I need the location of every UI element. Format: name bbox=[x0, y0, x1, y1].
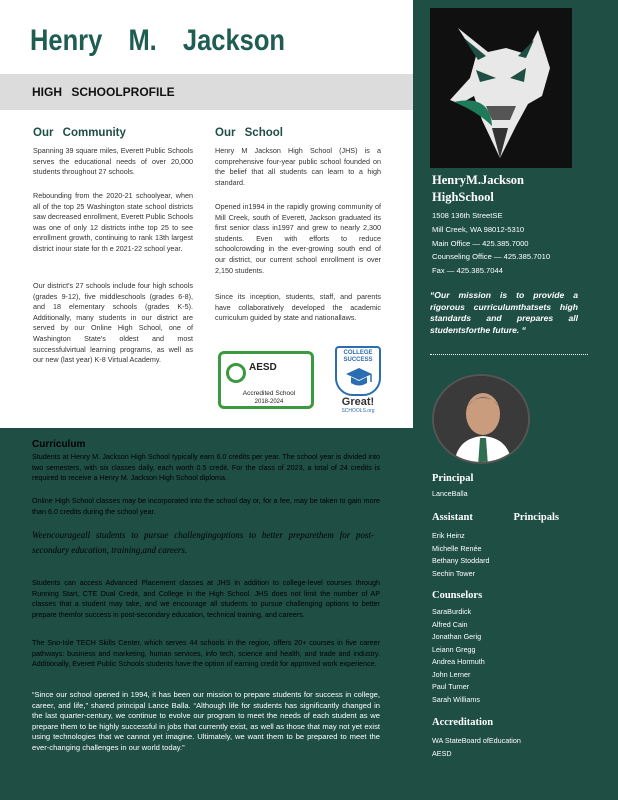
middle-initial: M. bbox=[128, 24, 157, 57]
list-item: John Lerner bbox=[432, 669, 471, 679]
principal-name: LanceBalla bbox=[432, 489, 468, 498]
principal-quote: “Since our school opened in 1994, it has been our mission to prepare students for success in college, career, and life,” shared principal Lance Balla. “Although life for students has significantly changed in the last quarter-century, we continue to evolve our program to meet the needs of each student as we prepare them to be highly successful in jobs that currently exist, as well as those that may not yet exist using technologies that we cannot yet imagine. Ultimately, we want them to be prepared to meet the ever-changing challenges in our world today.” bbox=[32, 690, 380, 752]
curriculum-paragraph-1: Students at Henry M. Jackson High School typically earn 6.0 credits per year. The school year is divided into two semesters, with six classes daily, each worth 0.5 credit. For the class of 2023, a total of 24 credits is required to receive a Henry M. Jackson High School diploma. bbox=[32, 452, 380, 483]
aesd-title: AESD bbox=[249, 362, 277, 373]
curriculum-paragraph-4: The Sno-Isle TECH Skills Center, which serves 44 schools in the region, offers 20+ courses in five career pathways: business and marketing, human services, info tech, science and health, and trade and industry. Additionally, Everett Public Schools students have the option of earning credit for approved work experience. bbox=[32, 638, 380, 669]
list-item: Andrea Hormuth bbox=[432, 657, 485, 666]
assistant-principals-list bbox=[432, 530, 490, 580]
school-heading: Our School bbox=[215, 127, 283, 139]
dotted-divider bbox=[430, 354, 588, 355]
list-item: Alfred Cain bbox=[432, 619, 468, 629]
list-item: Michelle Renée bbox=[432, 543, 482, 553]
address-line-2: Mill Creek, WA 98012-5310 bbox=[432, 224, 525, 234]
fax-number: Fax — 425.385.7044 bbox=[432, 266, 503, 276]
page-subtitle: HIGH SCHOOLPROFILE bbox=[32, 85, 175, 99]
aesd-accreditation-badge bbox=[218, 351, 314, 409]
wolf-logo-icon bbox=[430, 8, 572, 168]
curriculum-paragraph-2: Online High School classes may be incorporated into the school day or, for a fee, may be taken to gain more than 6.0 credits during the school year. bbox=[32, 496, 380, 516]
curriculum-heading: Curriculum bbox=[32, 439, 86, 450]
title-band bbox=[0, 74, 413, 110]
community-paragraph-1: Spanning 39 square miles, Everett Public Schools serves the educational needs of over 20,000 students throughout 27 schools. bbox=[33, 146, 193, 177]
list-item: SaraBurdick bbox=[432, 607, 472, 616]
principal-photo bbox=[432, 374, 530, 464]
graduation-cap-icon bbox=[345, 366, 373, 390]
school-title: HenryM.Jackson HighSchool bbox=[432, 173, 525, 204]
list-item: Paul Turner bbox=[432, 682, 470, 691]
last-name: Jackson bbox=[182, 24, 285, 57]
counseling-phone: Counseling Office — 425.385.7010 bbox=[432, 252, 551, 262]
curriculum-paragraph-3: Students can access Advanced Placement classes at JHS in addition to college-level courses through Running Start, CTE Dual Credit, and College in the High School. JHS does not limit the number of AP classes that a student may take, and we encourage all students to pursue challenging options to better prepare themfor success in post-secondary education, technical training, and careers. bbox=[32, 578, 380, 619]
address-line-1: 1508 136th StreetSE bbox=[432, 211, 503, 220]
counselors-heading: Counselors bbox=[432, 590, 483, 601]
page-title bbox=[30, 24, 285, 58]
school-paragraph-1: Henry M Jackson High School (JHS) is a comprehensive four-year public school founded on the belief that all students can learn to a high standard. bbox=[215, 146, 381, 187]
accreditation-heading: Accreditation bbox=[432, 717, 494, 728]
college-success-label: COLLEGE SUCCESS bbox=[343, 350, 373, 363]
accreditation-list bbox=[432, 735, 521, 760]
great-schools-org: SCHOOLS.org bbox=[341, 408, 375, 414]
assistant-principals-heading: Assistant Principals bbox=[432, 512, 559, 523]
aesd-line-1: Accredited School bbox=[242, 390, 296, 397]
list-item: WA StateBoard ofEducation bbox=[432, 736, 521, 745]
counselors-list bbox=[432, 606, 485, 706]
community-paragraph-3: Our district's 27 schools include four high schools (grades 9-12), five middleschools (grades 6-8), and 18 elementary schools (grades K-5). Additionally, many students in our district are served by our Online High School, one of Washington State's oldest and most successfulvirtual learning programs, as well as our new (last year) K-8 Virtual Academy. bbox=[33, 281, 193, 365]
first-name: Henry bbox=[30, 24, 103, 57]
list-item: Sarah Williams bbox=[432, 694, 480, 704]
community-heading: Our Community bbox=[33, 127, 126, 139]
contact-info bbox=[432, 209, 550, 278]
great-schools-label: Great! bbox=[341, 396, 375, 408]
list-item: Bethany Stoddard bbox=[432, 556, 490, 565]
list-item: Jonathan Gerig bbox=[432, 632, 482, 641]
list-item: Erik Heinz bbox=[432, 531, 465, 540]
list-item: Sechin Tower bbox=[432, 568, 476, 578]
shield-icon bbox=[335, 346, 381, 396]
main-office-phone: Main Office — 425.385.7000 bbox=[432, 238, 529, 248]
school-paragraph-3: Since its inception, students, staff, and parents have collaboratively developed the academic curriculum guided by state and nationallaws. bbox=[215, 292, 381, 323]
curriculum-emphasis: Weencourageall students to pursue challengingoptions to better preparethem for post-secondary education, training,and careers. bbox=[32, 530, 374, 555]
aesd-logo-icon bbox=[226, 363, 246, 383]
aesd-line-2: 2018-2024 bbox=[254, 399, 284, 405]
list-item: Leiann Gregg bbox=[432, 644, 476, 654]
community-paragraph-2: Rebounding from the 2020-21 schoolyear, when all of the top 25 Washington state school districts saw decreased enrollment, Everett Public Schools was one of only 12 districts inthe top 25 to see enrollment growth, continuing to rank 13th largest district inour state for th e 2021-22 school year. bbox=[33, 191, 193, 253]
principal-heading: Principal bbox=[432, 473, 474, 484]
school-paragraph-2: Opened in1994 in the rapidly growing community of Mill Creek, south of Everett, Jackson graduated its first senior class in1997 and grew to nearly 2,300 students. Even with efforts to reduce schoolcrowding in the ever-growing south end of our district, our current school enrollment is over 2,150 students. bbox=[215, 202, 381, 275]
college-success-badge bbox=[335, 346, 381, 412]
mission-statement: “Our mission is to provide a rigorous curriculumthatsets high standards and prepares all studentsforthe future. “ bbox=[430, 290, 578, 335]
list-item: AESD bbox=[432, 748, 452, 758]
